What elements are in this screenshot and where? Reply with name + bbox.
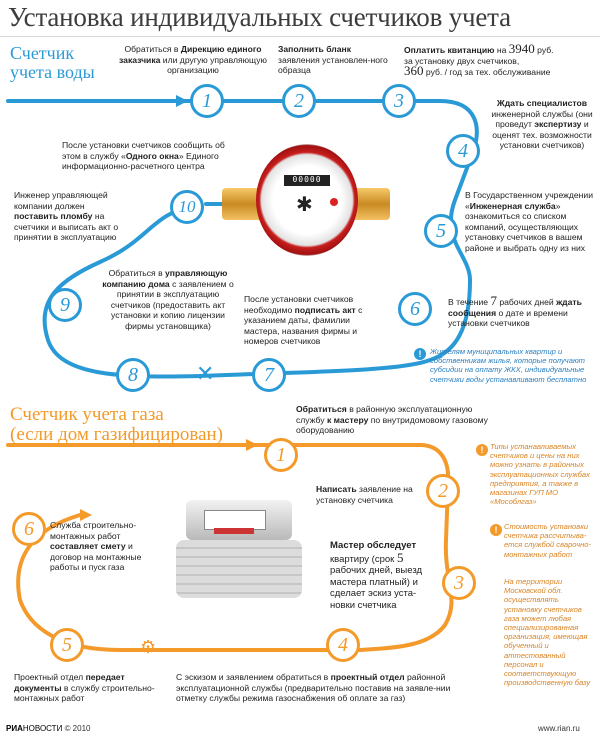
water-note: Жителям муниципальных квартир и собственникам жилья, которые получают субсидии на оплату ЖКХ, индивидуальные счетчики воды устанавливают бесплатно xyxy=(430,347,587,384)
water-step-9-badge: 9 xyxy=(48,288,82,322)
water-meter-illustration xyxy=(222,140,390,270)
water-step10-text: После установки счетчиков сообщить об этом в службу «Одного окна» Единого информационно-расчетного центра xyxy=(62,140,225,172)
water-step9-text: Инженер управляющей компании должен поставить пломбу на счетчики и выписать акт о принятии в эксплуатацию xyxy=(14,190,119,243)
water-step-10-badge: 10 xyxy=(170,190,204,224)
meter-star-icon: ✱ xyxy=(296,194,313,216)
gas-step-6-badge: 6 xyxy=(12,512,46,546)
page-title: Установка индивидуальных счетчиков учета xyxy=(8,2,511,32)
gas-step-2-badge: 2 xyxy=(426,474,460,508)
water-heading-line2: учета воды xyxy=(10,62,95,82)
water-step5-text: В Государственном учреждении «Инженерная служба» ознакомиться со списком компаний, осуществляющих установку счетчиков в вашем районе и выбрать одну из них xyxy=(465,190,594,253)
gas-note-1: Типы устанавливаемых счетчиков и цены на них можно узнать в районных эксплуатационных службах предприятия, а также в магазинах ГУП МО «Мособлгаз» xyxy=(490,442,590,507)
meter-digits: 00000 xyxy=(284,175,330,186)
water-step2-text: Заполнить бланк заявления установлен-ного образца xyxy=(278,44,388,76)
water-step4-text: Ждать специалистов инженерной службы (они проведут экспертизу и оценят тех. возможности установки счетчиков) xyxy=(491,98,593,151)
gas-info-icon-2: ! xyxy=(490,524,502,536)
gas-step2-text: Написать заявление на установку счетчика xyxy=(316,484,413,505)
gas-step-4-badge: 4 xyxy=(326,628,360,662)
valve-icon: ✕ xyxy=(196,361,215,386)
gas-meter-illustration xyxy=(176,500,302,600)
water-step-7-badge: 7 xyxy=(252,358,286,392)
gas-step-3-badge: 3 xyxy=(442,566,476,600)
gas-meter-label xyxy=(214,528,254,534)
gas-step5-text: Проектный отдел передает документы в службу строительно-монтажных работ xyxy=(14,672,155,704)
gas-step1-text: Обратиться в районную эксплуатационную службу к мастеру по внутридомовому газовому оборудованию xyxy=(296,404,488,436)
gas-heading-line1: Счетчик учета газа xyxy=(10,404,164,425)
water-step6-text: В течение 7 рабочих дней ждать сообщения о дате и времени установки счетчиков xyxy=(448,293,582,329)
water-step-5-badge: 5 xyxy=(424,214,458,248)
gas-note-3: На территории Московской обл. осуществлять установку счетчиков газа может любая специализированная организация, имеющая обученный и аттестованный персонал и соответствующую производственную базу xyxy=(504,577,591,688)
gas-step-5-badge: 5 xyxy=(50,628,84,662)
water-heading-line1: Счетчик xyxy=(10,43,75,63)
water-step-1-badge: 1 xyxy=(190,84,224,118)
gas-valve-icon: ⚙ xyxy=(140,637,157,657)
footer-site[interactable]: www.rian.ru xyxy=(538,724,580,733)
water-step8-text: Обратиться в управляющую компанию дома с заявлением о принятии в эксплуатацию счетчиков (предоставить акт установки и копию лицензии фирмы установщика) xyxy=(102,268,234,331)
gas-arrow-start xyxy=(246,439,258,451)
gas-meter-body xyxy=(176,540,302,598)
water-step7-text: После установки счетчиков необходимо подписать акт с указанием даты, фамилии мастера, названия фирмы и номеров счетчиков xyxy=(244,294,363,347)
meter-red-dial-icon xyxy=(330,198,338,206)
gas-step3-text: Мастер обследует квартиру (срок 5 рабочих дней, выезд мастера платный) и сделает эскиз уста-новки счетчика xyxy=(330,540,423,611)
gas-heading-line2: (если дом газифицирован) xyxy=(10,424,224,445)
water-arrow-start xyxy=(176,95,188,107)
water-step-2-badge: 2 xyxy=(282,84,316,118)
water-heading xyxy=(10,44,95,82)
footer-brand: РИАНОВОСТИ © 2010 xyxy=(6,724,91,733)
water-step3-text: Оплатить квитанцию на 3940 руб. за установку двух счетчиков, 360 руб. / год за тех. обслуживание xyxy=(404,41,554,79)
water-info-icon: ! xyxy=(414,348,426,360)
gas-heading xyxy=(10,405,223,445)
gas-step-1-badge: 1 xyxy=(264,438,298,472)
water-step-6-badge: 6 xyxy=(398,292,432,326)
gas-note-2: Стоимость установки счетчика рассчитыва-ется службой сварочно- монтажных работ xyxy=(504,522,592,559)
gas-step6-text: Служба строительно-монтажных работ составляет смету и договор на монтажные работы и пуск газа xyxy=(50,520,142,573)
water-step-3-badge: 3 xyxy=(382,84,416,118)
gas-meter-display xyxy=(204,510,266,530)
water-step-8-badge: 8 xyxy=(116,358,150,392)
water-step1-text: Обратиться в Дирекцию единого заказчика или другую управляющую организацию xyxy=(119,44,267,76)
water-step-4-badge: 4 xyxy=(446,134,480,168)
gas-step4-text: С эскизом и заявлением обратиться в проектный отдел районной эксплуатационной службы (предварительно поставив на заявле-нии отметку службы режима газоснабжения об оплате за газ) xyxy=(176,672,451,704)
gas-info-icon-1: ! xyxy=(476,444,488,456)
